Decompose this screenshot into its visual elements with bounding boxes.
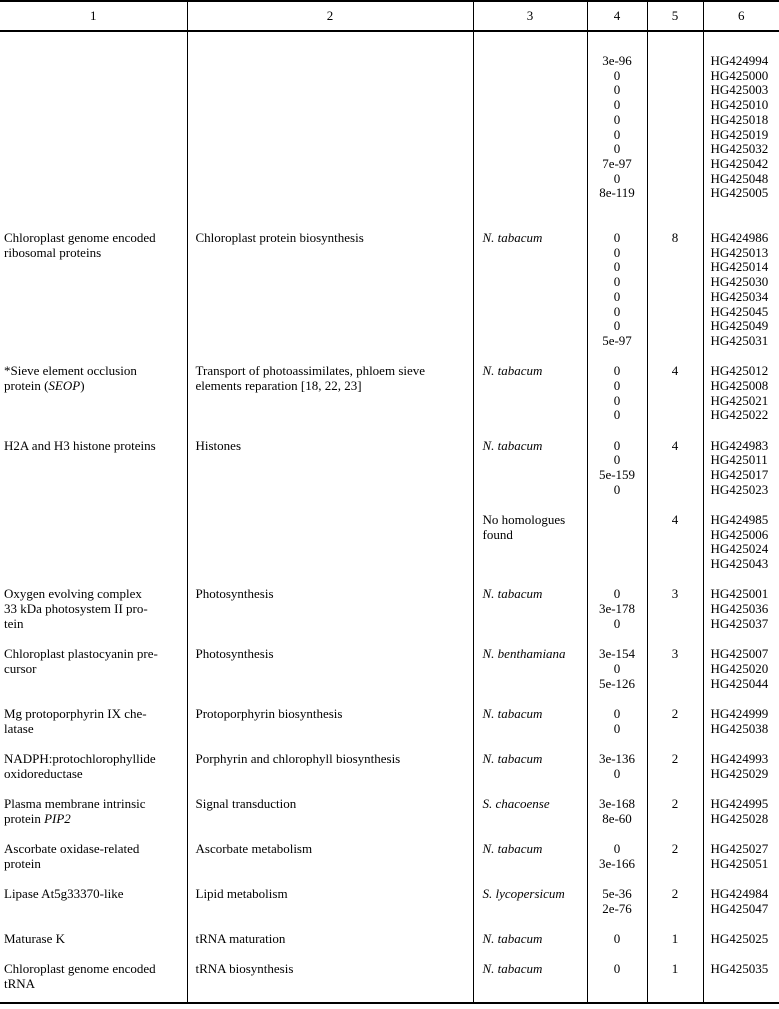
column-header: 1	[0, 1, 187, 31]
accession-value: HG425042	[710, 155, 769, 171]
species-line: N. benthamiana	[482, 646, 566, 662]
evalue-value: 0	[613, 67, 621, 83]
function-line: tRNA maturation	[195, 930, 286, 946]
species-cell	[473, 587, 587, 647]
species-line: N. tabacum	[482, 230, 543, 246]
species-line: N. tabacum	[482, 437, 543, 453]
function-cell	[187, 587, 473, 647]
evalue-value: 0	[613, 392, 621, 408]
accession-value: HG425010	[710, 97, 769, 113]
evalue-value: 3e-154	[598, 646, 636, 662]
accession-value: HG424995	[710, 795, 769, 811]
table-header	[0, 1, 779, 31]
protein-name-cell	[0, 842, 187, 887]
function-cell	[187, 962, 473, 1002]
accession-value: HG424993	[710, 750, 769, 766]
protein-name-cell	[0, 513, 187, 587]
table-row	[0, 707, 779, 752]
evalue-value: 0	[613, 274, 621, 290]
function-cell	[187, 707, 473, 752]
evalue-value: 0	[613, 170, 621, 186]
evalue-value: 8e-60	[602, 810, 632, 826]
function-cell	[187, 513, 473, 587]
accession-value: HG425034	[710, 288, 769, 304]
accession-value: HG425023	[710, 481, 769, 497]
protein-name-line: latase	[4, 720, 34, 736]
count-value: 1	[671, 930, 679, 946]
function-line: Photosynthesis	[195, 646, 274, 662]
species-line: N. tabacum	[482, 586, 543, 602]
accession-value: HG425020	[710, 660, 769, 676]
protein-name-line: Ascorbate oxidase-related	[4, 840, 140, 856]
table-row	[0, 932, 779, 962]
function-cell	[187, 231, 473, 364]
count-value: 3	[671, 586, 679, 602]
protein-name-cell	[0, 752, 187, 797]
count-cell	[647, 887, 703, 932]
protein-name-line: Lipase At5g33370-like	[4, 885, 124, 901]
protein-name-cell	[0, 439, 187, 513]
evalue-value: 3e-168	[598, 795, 636, 811]
accession-value: HG424983	[710, 437, 769, 453]
evalue-value: 0	[613, 97, 621, 113]
accession-value: HG425051	[710, 855, 769, 871]
count-value: 2	[671, 750, 679, 766]
protein-name-cell	[0, 364, 187, 438]
species-cell	[473, 707, 587, 752]
evalue-value: 2e-76	[602, 900, 632, 916]
accession-value: HG424986	[710, 230, 769, 246]
species-cell	[473, 887, 587, 932]
function-cell	[187, 364, 473, 438]
protein-name-line: *Sieve element occlusion	[4, 363, 137, 379]
accession-cell	[703, 707, 779, 752]
protein-name-cell	[0, 887, 187, 932]
count-cell	[647, 647, 703, 707]
accession-value: HG425001	[710, 586, 769, 602]
protein-name-line: 33 kDa photosystem II pro-	[4, 601, 148, 617]
species-line: No homologues	[482, 512, 566, 528]
count-value: 2	[671, 840, 679, 856]
protein-name-line: NADPH:protochlorophyllide	[4, 750, 156, 766]
evalue-value: 3e-136	[598, 750, 636, 766]
accession-value: HG425000	[710, 67, 769, 83]
italic-text-segment: SEOP	[48, 377, 81, 393]
evalue-cell	[587, 932, 647, 962]
table-row	[0, 647, 779, 707]
accession-value: HG424994	[710, 53, 769, 68]
function-cell	[187, 932, 473, 962]
function-line: elements reparation [18, 22, 23]	[195, 377, 362, 393]
protein-name-line: Maturase K	[4, 930, 66, 946]
evalue-cell	[587, 647, 647, 707]
function-line: Transport of photoassimilates, phloem sieve	[195, 363, 426, 379]
function-cell	[187, 887, 473, 932]
species-line: found	[482, 526, 513, 542]
evalue-value: 0	[613, 363, 621, 379]
protein-name-line: Chloroplast genome encoded	[4, 961, 156, 977]
accession-value: HG425035	[710, 961, 769, 977]
evalue-value: 0	[613, 303, 621, 319]
count-cell	[647, 364, 703, 438]
protein-name-line: Plasma membrane intrinsic	[4, 795, 146, 811]
accession-value: HG425029	[710, 765, 769, 781]
text-segment: protein (	[4, 377, 49, 393]
accession-value: HG425036	[710, 601, 769, 617]
count-cell	[647, 587, 703, 647]
evalue-cell	[587, 439, 647, 513]
accession-value: HG425012	[710, 363, 769, 379]
function-cell	[187, 797, 473, 842]
evalue-value: 3e-178	[598, 601, 636, 617]
protein-name-line	[4, 379, 184, 394]
evalue-value: 5e-159	[598, 467, 636, 483]
text-segment: )	[80, 377, 85, 393]
count-value: 4	[671, 437, 679, 453]
evalue-cell	[587, 797, 647, 842]
evalue-value: 0	[613, 244, 621, 260]
protein-name-line: tRNA	[4, 975, 36, 991]
count-cell	[647, 932, 703, 962]
evalue-value: 0	[613, 230, 621, 246]
species-line: N. tabacum	[482, 961, 543, 977]
table-row	[0, 364, 779, 438]
evalue-value: 5e-97	[602, 332, 632, 348]
evalue-value: 0	[613, 407, 621, 423]
species-cell	[473, 31, 587, 231]
accession-cell	[703, 439, 779, 513]
table-row	[0, 797, 779, 842]
protein-name-line: protein	[4, 855, 41, 871]
evalue-cell	[587, 513, 647, 587]
evalue-value: 0	[613, 705, 621, 721]
evalue-value: 0	[613, 288, 621, 304]
count-cell	[647, 439, 703, 513]
count-cell	[647, 842, 703, 887]
species-cell	[473, 797, 587, 842]
function-line: Porphyrin and chlorophyll biosynthesis	[195, 750, 401, 766]
protein-name-cell	[0, 962, 187, 1002]
species-cell	[473, 364, 587, 438]
species-cell	[473, 513, 587, 587]
evalue-value: 5e-36	[602, 885, 632, 901]
column-header: 2	[187, 1, 473, 31]
species-line: N. tabacum	[482, 840, 543, 856]
accession-value: HG425013	[710, 244, 769, 260]
evalue-value: 0	[613, 615, 621, 631]
accession-cell	[703, 231, 779, 364]
accession-cell	[703, 962, 779, 1002]
function-cell	[187, 752, 473, 797]
protein-name-cell	[0, 31, 187, 231]
accession-value: HG425007	[710, 646, 769, 662]
accession-cell	[703, 364, 779, 438]
count-value: 4	[671, 363, 679, 379]
evalue-value: 0	[613, 481, 621, 497]
function-cell	[187, 439, 473, 513]
accession-cell	[703, 513, 779, 587]
protein-name-cell	[0, 932, 187, 962]
evalue-cell	[587, 231, 647, 364]
accession-value: HG425018	[710, 111, 769, 127]
accession-value: HG425038	[710, 720, 769, 736]
evalue-value: 0	[613, 961, 621, 977]
protein-name-line: Chloroplast genome encoded	[4, 230, 156, 246]
protein-name-line: Mg protoporphyrin IX che-	[4, 705, 147, 721]
table-row	[0, 887, 779, 932]
protein-name-line: oxidoreductase	[4, 765, 83, 781]
accession-value: HG424999	[710, 705, 769, 721]
accession-value: HG425048	[710, 170, 769, 186]
accession-value: HG425028	[710, 810, 769, 826]
count-cell	[647, 231, 703, 364]
accession-value: HG425045	[710, 303, 769, 319]
protein-name-line: H2A and H3 histone proteins	[4, 437, 156, 453]
evalue-value: 0	[613, 930, 621, 946]
function-line: Signal transduction	[195, 795, 297, 811]
species-cell	[473, 842, 587, 887]
evalue-value: 0	[613, 126, 621, 142]
evalue-cell	[587, 31, 647, 231]
table-row	[0, 842, 779, 887]
protein-name-cell	[0, 707, 187, 752]
evalue-value: 0	[613, 840, 621, 856]
count-cell	[647, 31, 703, 231]
evalue-value: 0	[613, 318, 621, 334]
evalue-cell	[587, 752, 647, 797]
protein-name-line: tein	[4, 615, 24, 631]
protein-name-line	[4, 812, 184, 827]
accession-cell	[703, 797, 779, 842]
evalue-value: 0	[613, 111, 621, 127]
protein-name-line: ribosomal proteins	[4, 244, 102, 260]
evalue-value: 3e-96	[602, 53, 632, 68]
table-row	[0, 513, 779, 587]
table-header-row	[0, 1, 779, 31]
count-cell	[647, 797, 703, 842]
protein-name-line: cursor	[4, 660, 37, 676]
accession-value: HG425044	[710, 675, 769, 691]
accession-value: HG425024	[710, 541, 769, 557]
evalue-value: 0	[613, 452, 621, 468]
accession-value: HG425049	[710, 318, 769, 334]
evalue-cell	[587, 842, 647, 887]
accession-value: HG425025	[710, 930, 769, 946]
count-value: 8	[671, 230, 679, 246]
species-line: N. tabacum	[482, 750, 543, 766]
species-line: N. tabacum	[482, 930, 543, 946]
accession-value: HG425047	[710, 900, 769, 916]
evalue-cell	[587, 707, 647, 752]
accession-value: HG425037	[710, 615, 769, 631]
accession-value: HG424985	[710, 512, 769, 528]
evalue-value: 0	[613, 765, 621, 781]
evalue-value: 0	[613, 720, 621, 736]
column-header: 3	[473, 1, 587, 31]
accession-value: HG425022	[710, 407, 769, 423]
accession-cell	[703, 31, 779, 231]
function-line: Chloroplast protein biosynthesis	[195, 230, 364, 246]
italic-text-segment: PIP2	[44, 810, 71, 826]
count-value: 2	[671, 705, 679, 721]
column-header: 5	[647, 1, 703, 31]
evalue-value: 8e-119	[599, 185, 635, 201]
text-segment: protein	[4, 810, 45, 826]
accession-cell	[703, 587, 779, 647]
evalue-value: 0	[613, 141, 621, 157]
species-cell	[473, 231, 587, 364]
table-body	[0, 31, 779, 1003]
evalue-cell	[587, 887, 647, 932]
accession-value: HG425003	[710, 82, 769, 98]
evalue-value: 7e-97	[602, 155, 632, 171]
count-cell	[647, 962, 703, 1002]
species-line: N. tabacum	[482, 363, 543, 379]
count-value: 3	[671, 646, 679, 662]
evalue-value: 0	[613, 437, 621, 453]
species-cell	[473, 752, 587, 797]
table-row	[0, 587, 779, 647]
count-value: 4	[671, 512, 679, 528]
species-cell	[473, 962, 587, 1002]
evalue-value: 3e-166	[598, 855, 636, 871]
function-line: tRNA biosynthesis	[195, 961, 294, 977]
accession-value: HG425011	[710, 452, 768, 468]
accession-value: HG425027	[710, 840, 769, 856]
table-row	[0, 231, 779, 364]
table-row	[0, 439, 779, 513]
table-row	[0, 31, 779, 231]
evalue-value: 0	[613, 586, 621, 602]
species-cell	[473, 439, 587, 513]
table-row	[0, 962, 779, 1002]
count-value: 2	[671, 885, 679, 901]
evalue-value: 0	[613, 259, 621, 275]
accession-value: HG425019	[710, 126, 769, 142]
accession-cell	[703, 887, 779, 932]
function-cell	[187, 647, 473, 707]
function-cell	[187, 842, 473, 887]
accession-value: HG425006	[710, 526, 769, 542]
function-line: Lipid metabolism	[195, 885, 288, 901]
evalue-value: 0	[613, 82, 621, 98]
accession-value: HG425032	[710, 141, 769, 157]
accession-value: HG425021	[710, 392, 769, 408]
evalue-cell	[587, 587, 647, 647]
count-cell	[647, 752, 703, 797]
count-cell	[647, 513, 703, 587]
evalue-value: 0	[613, 377, 621, 393]
protein-name-cell	[0, 647, 187, 707]
count-cell	[647, 707, 703, 752]
accession-value: HG425008	[710, 377, 769, 393]
accession-value: HG425017	[710, 467, 769, 483]
accession-value: HG424984	[710, 885, 769, 901]
accession-value: HG425043	[710, 556, 769, 572]
evalue-value: 0	[613, 660, 621, 676]
accession-value: HG425030	[710, 274, 769, 290]
function-line: Ascorbate metabolism	[195, 840, 313, 856]
function-line: Photosynthesis	[195, 586, 274, 602]
evalue-cell	[587, 364, 647, 438]
evalue-value: 5e-126	[598, 675, 636, 691]
accession-value: HG425005	[710, 185, 769, 201]
species-line: N. tabacum	[482, 705, 543, 721]
species-cell	[473, 647, 587, 707]
count-value: 2	[671, 795, 679, 811]
protein-name-cell	[0, 587, 187, 647]
species-line: S. chacoense	[482, 795, 550, 811]
table-row	[0, 752, 779, 797]
species-cell	[473, 932, 587, 962]
column-header: 6	[703, 1, 779, 31]
accession-cell	[703, 932, 779, 962]
protein-name-line: Oxygen evolving complex	[4, 586, 142, 602]
accession-value: HG425014	[710, 259, 769, 275]
function-cell	[187, 31, 473, 231]
protein-name-cell	[0, 231, 187, 364]
accession-cell	[703, 752, 779, 797]
protein-name-cell	[0, 797, 187, 842]
accession-cell	[703, 647, 779, 707]
function-line: Protoporphyrin biosynthesis	[195, 705, 343, 721]
protein-name-line: Chloroplast plastocyanin pre-	[4, 646, 158, 662]
column-header: 4	[587, 1, 647, 31]
function-line: Histones	[195, 437, 241, 453]
accession-cell	[703, 842, 779, 887]
species-line: S. lycopersicum	[482, 885, 565, 901]
count-value: 1	[671, 961, 679, 977]
evalue-cell	[587, 962, 647, 1002]
accession-value: HG425031	[710, 332, 769, 348]
